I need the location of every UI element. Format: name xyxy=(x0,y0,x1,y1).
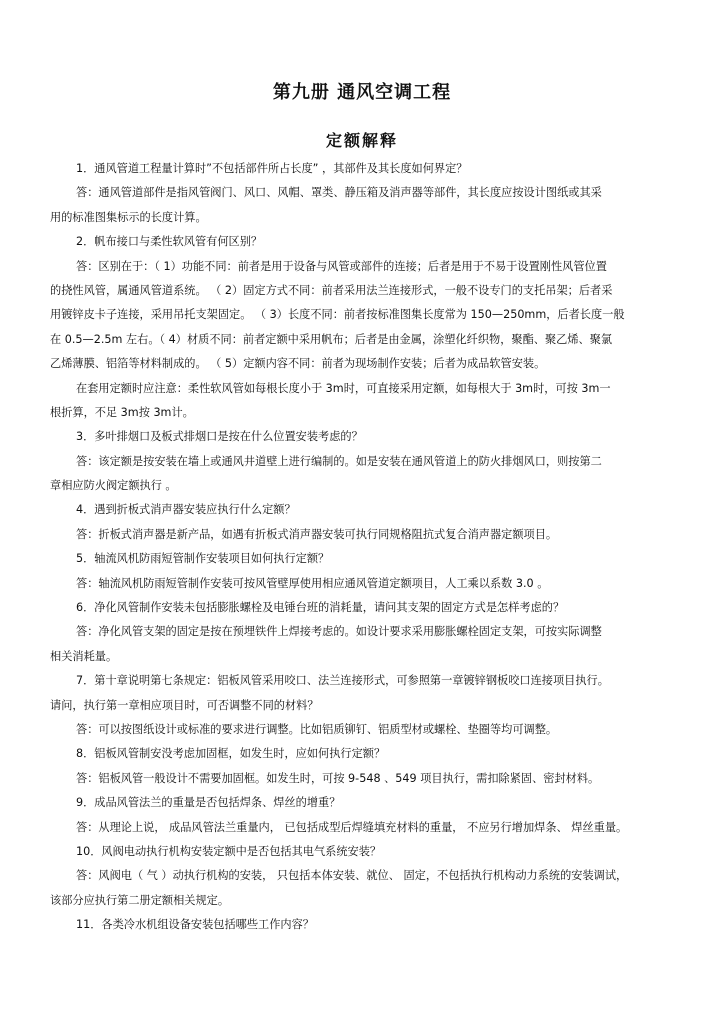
text-line: 答：风阀电（ 气 ）动执行机构的安装， 只包括本体安装、就位、 固定，不包括执行机构动力系统的安装调试， xyxy=(76,869,628,883)
text-line: 答：净化风管支架的固定是按在预埋铁件上焊接考虑的。如设计要求采用膨胀螺栓固定支架，可按实际调整 xyxy=(76,625,602,639)
text-line: 3．多叶排烟口及板式排烟口是按在什么位置安装考虑的？ xyxy=(76,430,363,444)
text-line: 相关消耗量。 xyxy=(50,649,118,663)
text-line: 章相应防火阀定额执行 。 xyxy=(50,479,177,493)
text-line: 用镀锌皮卡子连接，采用吊托支架固定。 （ 3）长度不同：前者按标准图集长度常为 150—250mm，后者长度一般 xyxy=(50,308,625,322)
text-line: 答：该定额是按安装在墙上或通风井道壁上进行编制的。如是安装在通风管道上的防火排烟风口，则按第二 xyxy=(76,454,602,468)
text-line: 用的标准图集标示的长度计算。 xyxy=(50,210,207,224)
text-line: 的挠性风管，属通风管道系统。 （ 2）固定方式不同：前者采用法兰连接形式，一般不设专门的支托吊架；后者采 xyxy=(50,283,613,297)
section-heading: 定额解释 xyxy=(325,131,398,150)
text-line: 6．净化风管制作安装未包括膨胀螺栓及电锤台班的消耗量，请问其支架的固定方式是怎样考虑的？ xyxy=(76,601,565,615)
text-line: 8．铝板风管制安没考虑加固框，如发生时，应如何执行定额？ xyxy=(76,747,386,761)
text-line: 请问，执行第一章相应项目时，可否调整不同的材料？ xyxy=(50,698,319,712)
text-line: 答：可以按图纸设计或标准的要求进行调整。比如铝质铆钉、铝质型材或螺栓、垫圈等均可调整。 xyxy=(76,722,558,736)
text-line: 9．成品风管法兰的重量是否包括焊条、焊丝的增重？ xyxy=(76,796,341,810)
document-title: 第九册 通风空调工程 xyxy=(272,82,452,103)
text-line: 乙烯薄膜、铝箔等材料制成的。 （ 5）定额内容不同：前者为现场制作安装；后者为成品软管安装。 xyxy=(50,357,546,371)
text-line: 答：区别在于：（ 1）功能不同：前者是用于设备与风管或部件的连接；后者是用于不易于设置刚性风管位置 xyxy=(76,259,607,273)
text-line: 答：铝板风管一般设计不需要加固框。如发生时，可按 9-548 、549 项目执行，需扣除紧固、密封材料。 xyxy=(76,771,600,785)
text-line: 4．遇到折板式消声器安装应执行什么定额？ xyxy=(76,503,296,517)
text-line: 该部分应执行第二册定额相关规定。 xyxy=(50,893,230,907)
text-line: 在套用定额时应注意：柔性软风管如每根长度小于 3m时，可直接采用定额，如每根大于 3m时，可按 3m一 xyxy=(76,381,611,395)
text-line: 10．风阀电动执行机构安装定额中是否包括其电气系统安装？ xyxy=(76,844,382,858)
text-line: 答：折板式消声器是新产品，如遇有折板式消声器安装可执行同规格阻抗式复合消声器定额项目。 xyxy=(76,527,558,541)
text-line: 答：从理论上说， 成品风管法兰重量内， 已包括成型后焊缝填充材料的重量， 不应另行增加焊条、 焊丝重量。 xyxy=(76,820,628,834)
document-body xyxy=(50,157,662,938)
text-line: 在 0.5—2.5m 左右。（ 4）材质不同：前者定额中采用帆布；后者是由金属，涂塑化纤织物，聚酯、聚乙烯、聚氯 xyxy=(50,332,613,346)
text-line: 根折算，不足 3m按 3m计。 xyxy=(50,405,194,419)
text-line: 1．通风管道工程量计算时”不包括部件所占长度” ，其部件及其长度如何界定？ xyxy=(76,162,468,175)
text-line: 7．第十章说明第七条规定：铝板风管采用咬口、法兰连接形式，可参照第一章镀锌钢板咬口连接项目执行。 xyxy=(76,674,609,688)
text-line: 答：轴流风机防雨短管制作安装可按风管壁厚使用相应通风管道定额项目，人工乘以系数 3.0 。 xyxy=(76,576,549,590)
text-line: 2．帆布接口与柔性软风管有何区别？ xyxy=(76,235,263,249)
text-line: 5．轴流风机防雨短管制作安装项目如何执行定额？ xyxy=(76,552,330,566)
text-line: 11．各类冷水机组设备安装包括哪些工作内容？ xyxy=(76,918,314,932)
text-line: 答：通风管道部件是指风管阀门、风口、风帽、罩类、静压箱及消声器等部件，其长度应按设计图纸或其采 xyxy=(76,186,602,200)
